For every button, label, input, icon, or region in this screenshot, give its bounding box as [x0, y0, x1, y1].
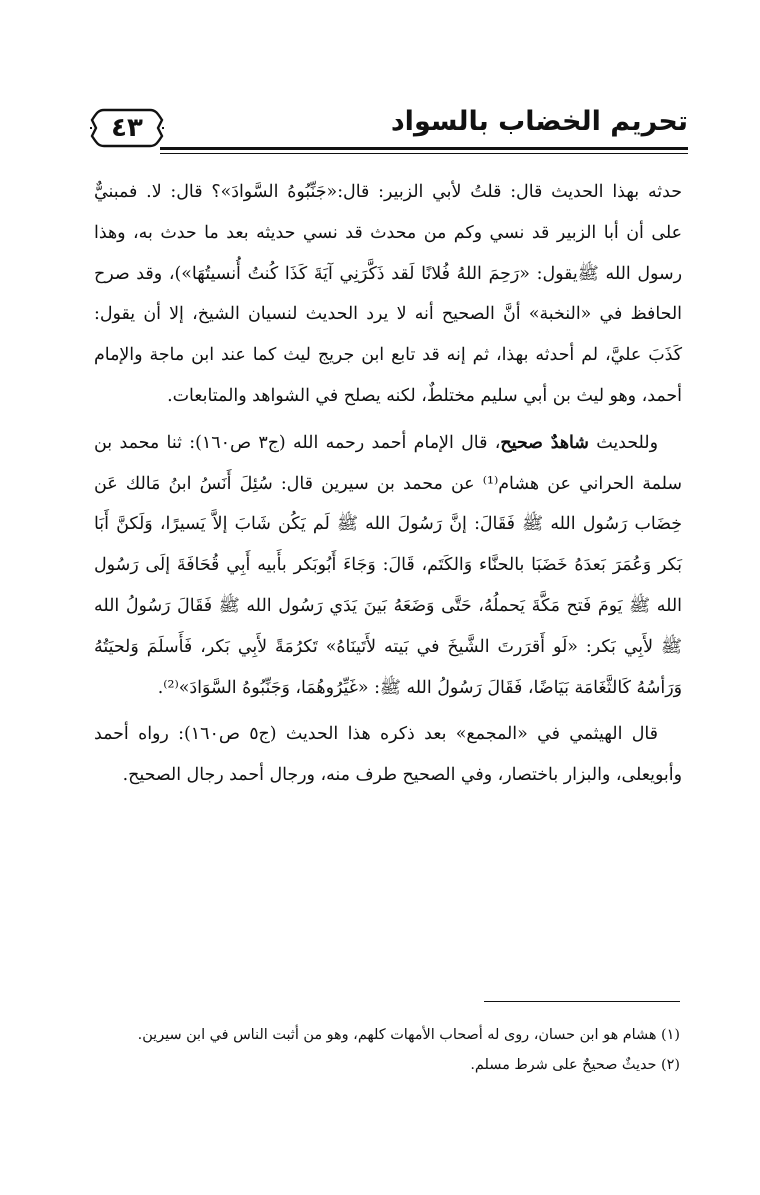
header-rule: [160, 147, 688, 150]
paragraph-2-lead: وللحديث: [588, 432, 658, 453]
footnotes: [100, 1020, 680, 1080]
main-text: [94, 172, 682, 796]
paragraph-2-bold: شاهدٌ صحيح: [500, 432, 589, 453]
running-title: تحريم الخضاب بالسواد: [390, 106, 688, 137]
page-header: [90, 100, 688, 162]
footnote-separator: [484, 1001, 680, 1002]
page-number-badge: [90, 100, 164, 156]
page-number: ٤٣: [111, 113, 143, 143]
paragraph-1: حدثه بهذا الحديث قال: قلتُ لأبي الزبير: قال:«جَنِّبُوهُ السَّوادَ»؟ قال: لا. فمبنيٌّ على أن أبا الزبير قد نسي وكم من محدث قد نسي حديثه بعد ما حدث به، وهذا رسول الله ﷺيقول: «رَحِمَ اللهُ فُلانًا لَقد ذَكَّرَنِي آيَةَ كَذَا كُنتُ أُنسيتُهَا»)، وقد صرح الحافظ في «النخبة» أنَّ الصحيح أنه لا يرد الحديث لنسيان الشيخ، إلا أن يقول: كَذَبَ عليَّ، لم أحدثه بهذا، ثم إنه قد تابع ابن جريج ليث كما عند ابن ماجة والإمام أحمد، وهو ليث بن أبي سليم مختلطٌ، لكنه يصلح في الشواهد والمتابعات.: [94, 182, 682, 406]
footnote-2: (٢) حديثٌ صحيحٌ على شرط مسلم.: [470, 1057, 680, 1073]
footnote-1: (١) هشام هو ابن حسان، روى له أصحاب الأمهات كلهم، وهو من أثبت الناس في ابن سيرين.: [137, 1027, 680, 1043]
paragraph-2: [94, 423, 682, 709]
paragraph-2-rest: ، قال الإمام أحمد رحمه الله (ج٣ ص١٦٠): ثنا محمد بن سلمة الحراني عن هشام⁽¹⁾ عن محمد بن سيرين قال: سُئِلَ أَنَسُ ابنُ مَالك عَن خِضَاب رَسُول الله ﷺ فَقَالَ: إنَّ رَسُولَ الله ﷺ لَم يَكُن شَابَ إلاَّ يَسيرًا، وَلَكنَّ أَبَا بَكر وَعُمَرَ بَعدَهُ خَضَبَا بالحنَّاء وَالكَتَم، قَالَ: وَجَاءَ أَبُوبَكر بأَبيه أَبِي قُحَافَةَ إلَى رَسُول الله ﷺ يَومَ فَتح مَكَّةَ يَحملُهُ، حَتَّى وَضَعَهُ بَينَ يَدَي رَسُول الله ﷺ فَقَالَ رَسُولُ الله ﷺ لأَبِي بَكر: «لَو أَقرَرتَ الشَّيخَ في بَيته لأَتَينَاهُ» تَكرُمَةً لأَبِي بَكر، فَأَسلَمَ وَلحيَتُهُ وَرَأسُهُ كَالثَّغَامَة بَيَاضًا، فَقَالَ رَسُولُ الله ﷺ: «غَيِّرُوهُمَا، وَجَنِّبُوهُ السَّوَادَ»⁽²⁾.: [94, 432, 682, 698]
header-rule-thin: [160, 153, 688, 154]
paragraph-3: قال الهيثمي في «المجمع» بعد ذكره هذا الحديث (ج٥ ص١٦٠): رواه أحمد وأبويعلى، والبزار باختصار، وفي الصحيح طرف منه، ورجال أحمد رجال الصحيح.: [94, 724, 682, 786]
